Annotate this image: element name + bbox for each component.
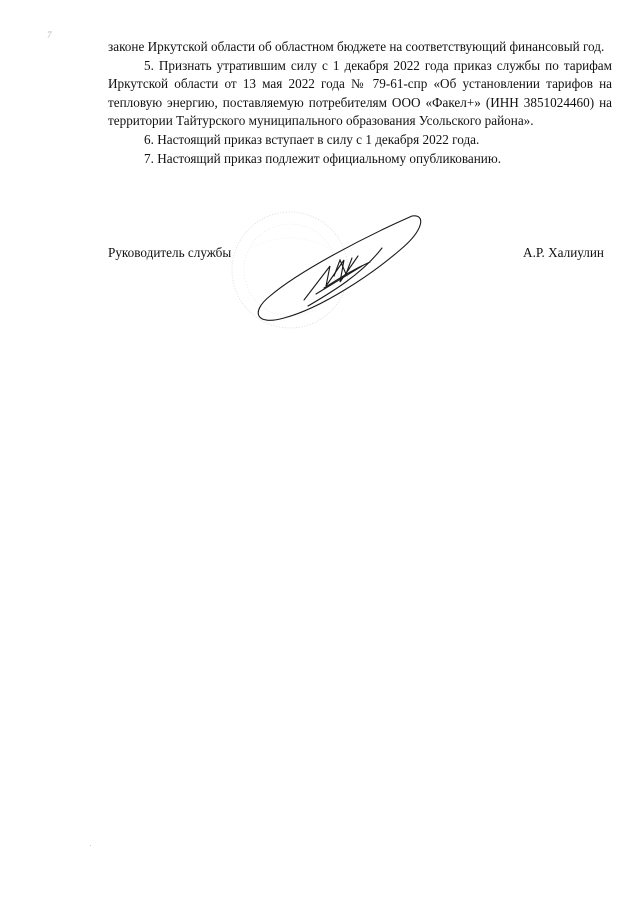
seal-imprint (232, 212, 348, 328)
signature-with-seal (212, 208, 438, 338)
paragraph-item-5: 5. Признать утратившим силу с 1 декабря 2022 года приказ службы по тарифам Иркутской области от 13 мая 2022 года № 79-61-спр «Об установлении тарифов на тепловую энергию, поставляемую потребителям ООО «Факел+» (ИНН 3851024460) на территории Тайтурского муниципального образования Усольского района». (108, 57, 612, 129)
signatory-position: Руководитель службы (108, 245, 232, 260)
page-corner-mark: 7 (47, 30, 52, 40)
paragraph-continuation: законе Иркутской области об областном бюджете на соответствующий финансовый год. (108, 39, 605, 54)
paragraph-item-7: 7. Настоящий приказ подлежит официальному опубликованию. (144, 150, 502, 166)
paragraph-item-6: 6. Настоящий приказ вступает в силу с 1 декабря 2022 года. (144, 131, 480, 147)
document-body (108, 38, 612, 168)
scan-speck (90, 845, 91, 846)
signatory-name: А.Р. Халиулин (523, 245, 604, 260)
signature-stroke (258, 216, 421, 320)
